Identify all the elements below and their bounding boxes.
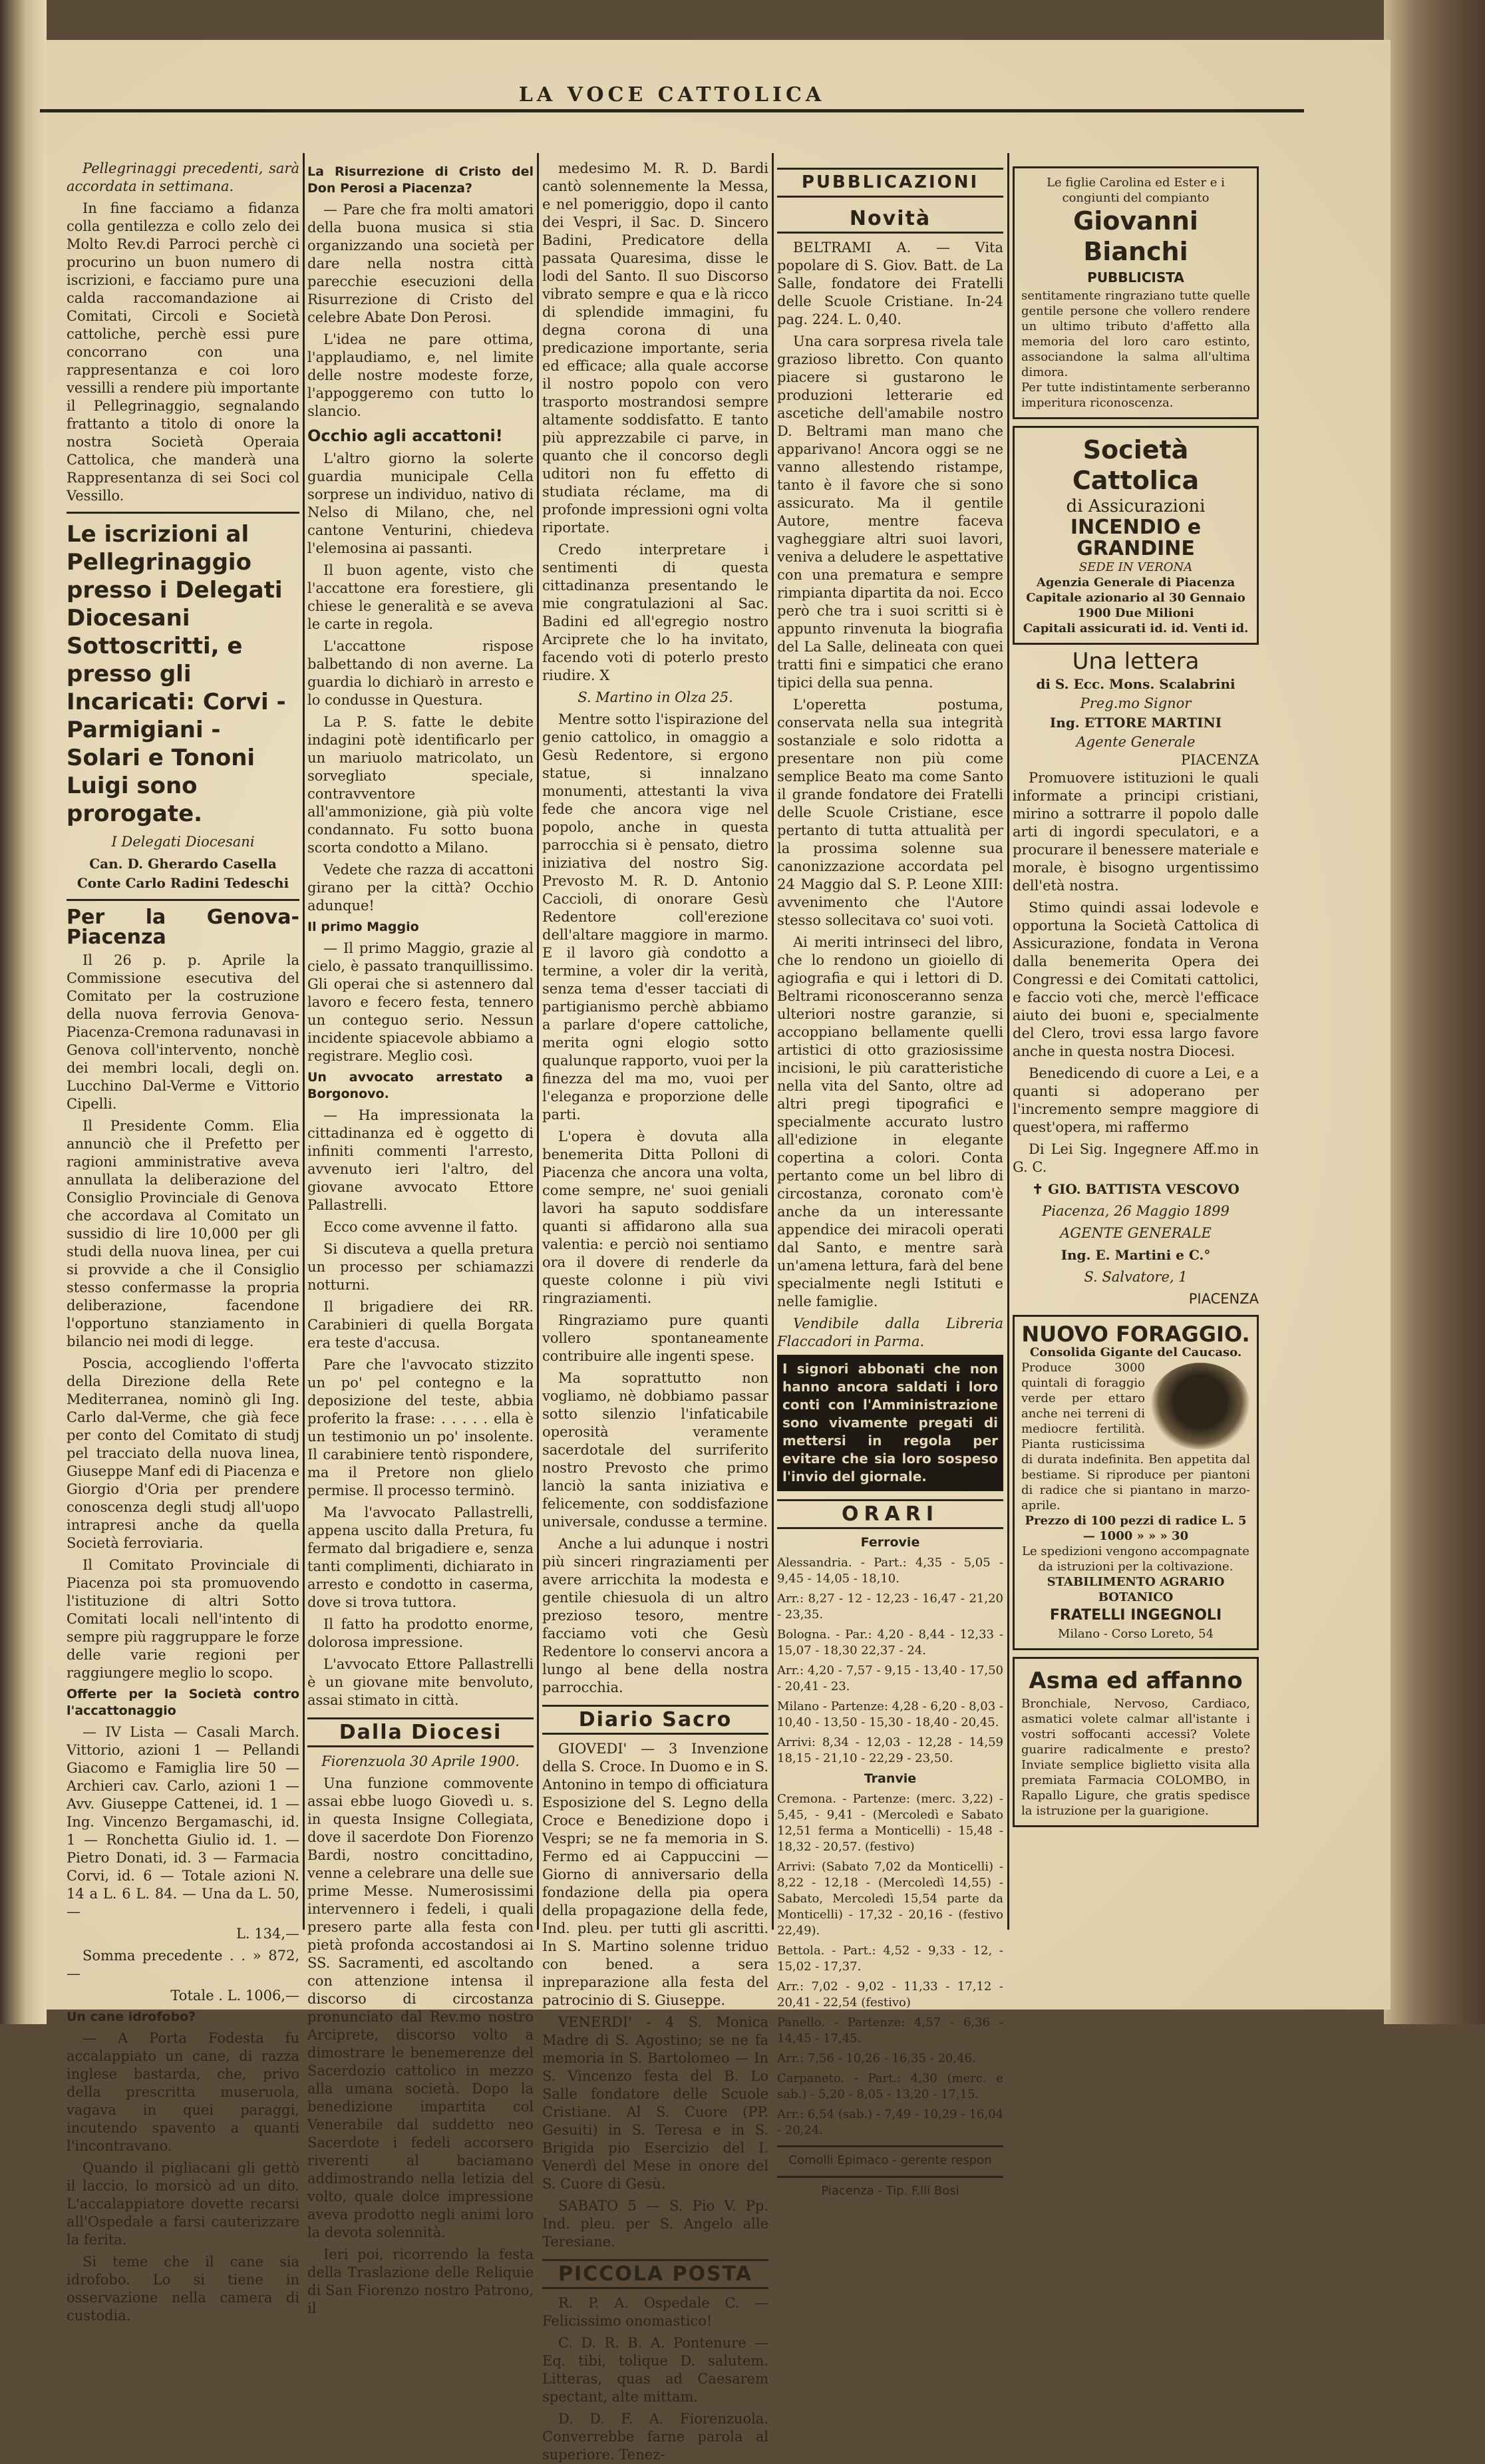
article-text: — Il primo Maggio, grazie al cielo, è passato tranquillissimo. Gli operai che si astennero dal lavoro e fecero festa, tennero un conteguo serio. Nessun incidente spiacevole abbiamo a registrare. Meglio così. bbox=[307, 940, 534, 1064]
timetable-line: Cremona. - Partenze: (merc. 3,22) - 5,45, - 9,41 - (Mercoledì e Sabato 12,51 ferma a Monticelli) - 15,48 - 18,32 - 20,57. (festivo) bbox=[777, 1792, 1003, 1854]
diary-entry: SABATO 5 — S. Pio V. Pp. Ind. pleu. per S. Angelo alle Teresiane. bbox=[542, 2198, 768, 2250]
delegate-signature: Conte Carlo Radini Tedeschi bbox=[77, 875, 289, 891]
ad-foraggio bbox=[1013, 1315, 1259, 1650]
article-text: Una cara sorpresa rivela tale grazioso libretto. Con quanto piacere si gustarono le produzioni letterarie ed ascetiche dell'amabile nostro D. Beltrami man mano che apparivano! Ancora oggi se ne vanno allestendo ristampe, tanto è il favore che si sono assicurato. Ma il gentile Autore, mentre faceva vagheggiare altri suoi lavori, veniva a deludere le aspettative con una prematura e sempre rimpianta dipartita da noi. Ecco però che tra i suoi scritti si è appunto rinvenuta la biografia del La Salle, delineata con quei tratti fini e simpatici che erano tipici della sua penna. bbox=[777, 333, 1003, 691]
masthead-title: LA VOCE CATTOLICA bbox=[518, 83, 826, 106]
sum-line: L. 134,— bbox=[236, 1926, 299, 1942]
column-2 bbox=[307, 160, 534, 2316]
column-rule bbox=[772, 153, 774, 1930]
letter-date: Piacenza, 26 Maggio 1899 bbox=[1042, 1203, 1230, 1219]
timetable-line: Milano - Partenze: 4,28 - 6,20 - 8,03 - 10,40 - 13,50 - 15,30 - 18,40 - 20,45. bbox=[777, 1699, 1003, 1729]
timetable-line: Alessandria. - Part.: 4,35 - 5,05 - 9,45 - 14,05 - 18,10. bbox=[777, 1556, 1003, 1586]
timetable-line: Arr.: 7,56 - 10,26 - 16,35 - 20,46. bbox=[777, 2051, 976, 2065]
diary-entry: GIOVEDI' — 3 Invenzione della S. Croce. In Duomo e in S. Antonino in tempo di officiatura Esposizione del S. Legno della Croce e Benedizione dopo i Vespri; se ne fa memoria in S. Fermo ed ai Cappuccini — Giorno di anniversario della fondazione della pia opera della propagazione della fede, Ind. pleu. per tutti gli ascritti. In S. Martino solenne triduo con bened. a sera inpreparazione alla festa del patrocinio di S. Giuseppe. bbox=[542, 1741, 768, 2008]
masthead bbox=[40, 73, 1304, 112]
timetable-line: Arr.: 6,54 (sab.) - 7,49 - 10,29 - 16,04 - 20,24. bbox=[777, 2107, 1003, 2137]
article-text: L'accattone rispose balbettando di non averne. La guardia lo dichiarò in arresto e lo condusse in Questura. bbox=[307, 638, 534, 708]
article-text: Anche a lui adunque i nostri più sinceri ringraziamenti per avere arricchita la modesta e gentile chiesuola di un altro prezioso tesoro, mentre facciamo voti che Gesù Redentore lo conservi ancora a lungo al bene della nostra parrocchia. bbox=[542, 1536, 768, 1695]
ad-firm-label: STABILIMENTO AGRARIO BOTANICO bbox=[1047, 1575, 1225, 1604]
headline-lettera: Una lettera bbox=[1072, 648, 1200, 675]
book-binding-right bbox=[1384, 0, 1485, 2024]
ad-type: INCENDIO e GRANDINE bbox=[1070, 516, 1202, 560]
ad-text: sentitamente ringraziano tutte quelle gentile persone che vollero rendere un ultimo tributo d'affetto alla memoria del loro caro estinto, associandone la salma all'ultima dimora. bbox=[1021, 289, 1250, 379]
ad-title: Asma ed affanno bbox=[1029, 1668, 1243, 1694]
article-text: Mentre sotto l'ispirazione del genio cattolico, in omaggio a Gesù Redentore, si ergono statue, si innalzano monumenti, attestanti la viva fede che ancora vige nel popolo, anche in questa parrocchia si è pensato, dietro iniziativa del nostro Sig. Prevosto M. R. D. Antonio Caccioli, di onorare Gesù Redentore coll'erezione dell'altare maggiore in marmo. E il lavoro già condotto a termine, a voler dir la verità, senza tema d'esser tacciati di partigianismo perchè abbiamo a parlare d'opere cattoliche, merita ogni elogio sotto qualunque rapporto, vuoi per la finezza del ma mo, vuoi per l'eleganza e proporzione delle parti. bbox=[542, 711, 768, 1123]
letter-from: di S. Ecc. Mons. Scalabrini bbox=[1036, 676, 1236, 692]
article-text: Il Comitato Provinciale di Piacenza poi sta promuovendo l'istituzione di altri Sotto Comitati locali nell'intento di sempre più raggruppare le forze delle varie regioni per raggiungere meglio lo scopo. bbox=[67, 1557, 299, 1681]
ad-note: Le spedizioni vengono accompagnate da istruzioni per la coltivazione. bbox=[1022, 1544, 1249, 1574]
letter-block bbox=[1013, 648, 1259, 769]
article-text: Si discuteva a quella pretura un processo per schiamazzi notturni. bbox=[307, 1241, 534, 1293]
headline-occhio: Occhio agli accattoni! bbox=[307, 427, 503, 445]
letter-recipient: Ing. ETTORE MARTINI bbox=[1049, 715, 1222, 731]
ad-asma bbox=[1013, 1657, 1259, 1827]
delegate-signature: Can. D. Gherardo Casella bbox=[89, 856, 277, 872]
letter-text: Promuovere istituzioni le quali informate a principi cristiani, mirino a sottrarre il popolo dalle arti di ingordi speculatori, e a procurare il benessere materiale e morale, è bisogno urgentissimo dell'età nostra. bbox=[1013, 770, 1259, 894]
ad-role: PUBBLICISTA bbox=[1087, 269, 1184, 285]
ad-text: Le figlie Carolina ed Ester e i congiunti del compianto bbox=[1047, 176, 1225, 205]
timetable-line: Panello. - Partenze: 4,57 - 6,36 - 14,45 - 17,45. bbox=[777, 2016, 1003, 2045]
article-text: Si teme che il cane sia idrofobo. Lo si tiene in osservazione nella camera di custodia. bbox=[67, 2254, 299, 2324]
headline-novita: Novità bbox=[777, 206, 1003, 234]
ad-sub: di Assicurazioni bbox=[1066, 496, 1206, 516]
ad-agency: Agenzia Generale di Piacenza bbox=[1036, 576, 1236, 590]
agent-heading: AGENTE GENERALE bbox=[1060, 1225, 1212, 1241]
ad-sub: Consolida Gigante del Caucaso. bbox=[1029, 1345, 1242, 1359]
plant-illustration-icon bbox=[1150, 1363, 1250, 1449]
article-text: L'idea ne pare ottima, l'applaudiamo, e, nel limite delle nostre modeste forze, l'appoggeremo con tutto lo slancio. bbox=[307, 331, 534, 419]
article-text: Ai meriti intrinseci del libro, che lo rendono un gioiello di agiografia e qui i lettori di D. Beltrami riconosceranno senza ulteriori nostre garanzie, si accoppiano bellamente quelli artistici di otto graziosissime incisioni, le più caratteristiche nella vita del Santo, oltre ad altri pregi tipografici e specialmente accurato lustro all'edizione in elegante copertina a colori. Conta pertanto come un bel libro di circostanza, coronato com'è anche da un interessante appendice dei miracoli operati dal Santo, e mentre sarà un'amena lettura, farà del bene specialmente negli Istituti e nelle famiglie. bbox=[777, 934, 1003, 1310]
ad-price: Prezzo di 100 pezzi di radice L. 5 — 1000 » » » 30 bbox=[1025, 1514, 1247, 1543]
letter-text: Di Lei Sig. Ingegnere Aff.mo in G. C. bbox=[1013, 1141, 1259, 1175]
ad-seat: SEDE IN VERONA bbox=[1078, 560, 1193, 574]
ad-name: Giovanni Bianchi bbox=[1073, 206, 1198, 266]
gerente-line: Comolli Epimaco - gerente respon bbox=[777, 2145, 1003, 2169]
article-text: — Pare che fra molti amatori della buona musica si stia organizzando una società per dare nella nostra città parecchie esecuzioni della Risurrezione di Cristo del celebre Abate Don Perosi. bbox=[307, 202, 534, 325]
letter-greeting: Preg.mo Signor bbox=[1080, 695, 1192, 711]
divider bbox=[67, 899, 299, 901]
timetable-line: Bettola. - Part.: 4,52 - 9,33 - 12, - 15,02 - 17,37. bbox=[777, 1944, 1003, 1974]
article-text: Credo interpretare i sentimenti di questa cittadinanza presentando le mie congratulazioni al Sac. Badini ed all'egregio nostro Arciprete che lo ha invitato, facendo voti di poterlo presto riudire. X bbox=[542, 542, 768, 683]
letter-text: Benedicendo di cuore a Lei, e a quanti si adoperano per l'incremento sempre maggiore di quest'opera, mi raffermo bbox=[1013, 1065, 1259, 1135]
divider bbox=[67, 512, 299, 514]
article-text: Vedete che razza di accattoni girano per la città? Occhio adunque! bbox=[307, 862, 534, 914]
article-text: Il brigadiere dei RR. Carabinieri di quella Borgata era teste d'accusa. bbox=[307, 1299, 534, 1351]
headline-posta: PICCOLA POSTA bbox=[542, 2259, 768, 2289]
article-text: L'altro giorno la solerte guardia municipale Cella sorprese un individuo, nativo di Nelso di Milano, che, nel cantone Venturini, chiedeva l'elemosina ai passanti. bbox=[307, 450, 534, 556]
article-text: Pare che l'avvocato stizzito un po' pel contegno e la deposizione del teste, abbia proferito la frase: . . . . . ella è un testimonio un po' insolente. Il carabiniere tentò rispondere, ma il Pretore non glielo permise. Il processo terminò. bbox=[307, 1357, 534, 1498]
column-rule bbox=[1007, 153, 1009, 1930]
article-text: Poscia, accogliendo l'offerta della Direzione della Rete Mediterranea, nominò gli Ing. Carlo dal-Verme, che già fece per conto del Comitato di studj pel tracciato della nuova linea, Giuseppe Manf edi di Piacenza e Giorgio d'Oria per prendere conoscenza degli studj all'uopo intrapresi anche da quella Società ferroviaria. bbox=[67, 1355, 299, 1551]
column-1 bbox=[67, 160, 299, 2324]
headline-tranvie: Tranvie bbox=[864, 1771, 917, 1786]
headline-avvocato: Un avvocato arrestato a Borgonovo. bbox=[307, 1070, 534, 1101]
agent-city: PIACENZA bbox=[1188, 1291, 1259, 1307]
mail-entry: R. P. A. Ospedale C. — Felicissimo onomastico! bbox=[542, 2295, 768, 2329]
article-text: medesimo M. R. D. Bardi cantò solennemente la Messa, e nel pomeriggio, dopo il canto dei Vespri, il Sac. D. Sincero Badini, Predicatore della passata Quaresima, disse le lodi del Santo. Il suo Discorso vibrato sempre e qua e là ricco di splendide immagini, fu degna corona di una predicazione importante, seria ed efficace; alla quale accorse il nostro popolo con vero trasporto mostrandosi sempre altamente soddisfatto. E tanto più apprezzabile ci parve, in quanto che il concorso degli uditori non fu effetto di studiata réclame, ma di profonde impressioni ogni volta riportate. bbox=[542, 160, 768, 536]
ad-title: NUOVO FORAGGIO. bbox=[1021, 1321, 1250, 1347]
sum-line: Somma precedente . . » 872,— bbox=[67, 1948, 299, 1982]
mail-entry: C. D. R. B. A. Pontenure — Eq. tibi, tolique D. salutem. Litteras, quas ad Caesarem spectant, alte mittam. bbox=[542, 2335, 768, 2405]
timetable-line: Arrivi: (Sabato 7,02 da Monticelli) - 8,22 - 12,18 - (Mercoledì 14,55) - Sabato, Mercoledì 15,54 parte da Monticelli) - 17,32 - 20,16 - (festivo 22,49). bbox=[777, 1860, 1003, 1938]
article-text: L'opera è dovuta alla benemerita Ditta Polloni di Piacenza che ancora una volta, come sempre, ne' suoi geniali lavori ha saputo soddisfare quanti si affidarono alla sua valentia: e perciò noi sentiamo ora il dovere di renderle da queste colonne i più vivi ringraziamenti. bbox=[542, 1129, 768, 1306]
headline-maggio: Il primo Maggio bbox=[307, 920, 419, 934]
article-text: Il fatto ha prodotto enorme, dolorosa impressione. bbox=[307, 1616, 534, 1650]
column-4 bbox=[777, 160, 1003, 2198]
dateline: Fiorenzuola 30 Aprile 1900. bbox=[321, 1753, 520, 1769]
headline-pubblicazioni: PUBBLICAZIONI bbox=[777, 168, 1003, 198]
article-text: Ma soprattutto non vogliamo, nè dobbiamo passar sotto silenzio l'infaticabile operosità veramente sacerdotale del surriferito nostro Prevosto che primo lanciò la santa iniziativa e felicemente, con soddisfazione universale, condusse a termine. bbox=[542, 1370, 768, 1530]
ad-text: Bronchiale, Nervoso, Cardiaco, asmatici volete calmar all'istante i vostri soffocanti accessi? Volete guarire radicalmente e presto? Inviate semplice biglietto visita alla premiata Farmacia COLOMBO, in Rapallo Ligure, che gratis spedisce la istruzione per la guarigione. bbox=[1021, 1697, 1250, 1818]
column-rule bbox=[537, 153, 539, 1930]
timetable-line: Arr.: 7,02 - 9,02 - 11,33 - 17,12 - 20,41 - 22,54 (festivo) bbox=[777, 1980, 1003, 2010]
timetable-line: Arr.: 8,27 - 12 - 12,23 - 16,47 - 21,20 - 23,35. bbox=[777, 1592, 1003, 1622]
article-text: Il Presidente Comm. Elia annunciò che il Prefetto per ragioni amministrative aveva annullata la deliberazione del Consiglio Provinciale di Genova che accordava al Comitato un sussidio di lire 10,000 per gli studi della nuova linea, per cui si provvide a che il Consiglio stesso confermasse la propria deliberazione, facendone l'opportuno stanziamento in bilancio nei modi di legge. bbox=[67, 1118, 299, 1349]
column-5 bbox=[1013, 160, 1259, 1923]
ad-ringraziamento bbox=[1013, 166, 1259, 419]
headline-cane: Un cane idrofobo? bbox=[67, 2010, 196, 2024]
headline-ferrovie: Ferrovie bbox=[860, 1535, 920, 1550]
column-3 bbox=[542, 160, 768, 2463]
article-text: La P. S. fatte le debite indagini potè identificarlo per un mariuolo matricolato, un sorvegliato speciale, contravventore all'ammonizione, già più volte condannato. Fu sotto buona scorta condotto a Milano. bbox=[307, 714, 534, 856]
ad-societa-cattolica bbox=[1013, 426, 1259, 645]
headline-diocesi: Dalla Diocesi bbox=[307, 1717, 534, 1747]
notice-headline: Le iscrizioni al Pellegrinaggio presso i Delegati Diocesani Sottoscritti, e presso gli Incaricati: Corvi - Parmigiani - Solari e Tononi Luigi sono prorogate. bbox=[67, 521, 286, 827]
printer-line: Piacenza - Tip. F.lli Bosi bbox=[777, 2176, 1003, 2200]
headline-offerte: Offerte per la Società contro l'accattonaggio bbox=[67, 1687, 299, 1718]
agent-address: S. Salvatore, 1 bbox=[1084, 1269, 1188, 1285]
article-text: — Ha impressionata la cittadinanza ed è oggetto di infiniti commenti l'arresto, avvenuto ieri l'altro, del giovane avvocato Ettore Pallastrelli. bbox=[307, 1107, 534, 1213]
letter-text: Stimo quindi assai lodevole e opportuna la Società Cattolica di Assicurazione, fondata in Verona dalla benemerita Opera dei Congressi e dei Comitati cattolici, e faccio voti che, mercè l'efficace aiuto dei buoni e, specialmente del Clero, trovi essa largo favore anche in questa nostra Diocesi. bbox=[1013, 900, 1259, 1059]
article-text: Vendibile dalla Libreria Flaccadori in Parma. bbox=[777, 1316, 1003, 1349]
headline-orari: ORARI bbox=[777, 1499, 1003, 1529]
article-text: Il 26 p. p. Aprile la Commissione esecutiva del Comitato per la costruzione della nuova ferrovia Genova-Piacenza-Cremona radunavasi in Genova coll'intervento, nonchè dei membri locali, degli on. Lucchino Dal-Verme e Vittorio Cipelli. bbox=[67, 952, 299, 1112]
article-text: Ieri poi, ricorrendo la festa della Traslazione delle Reliquie di San Fiorenzo nostro Patrono, il bbox=[307, 2246, 534, 2316]
timetable-line: Arrivi: 8,34 - 12,03 - 12,28 - 14,59 18,15 - 21,10 - 22,29 - 23,50. bbox=[777, 1735, 1003, 1765]
article-text: — A Porta Fodesta fu accalappiato un cane, di razza inglese bastarda, che, privo della prescritta museruola, vagava in quei paraggi, incutendo spavento a quanti l'incontravano. bbox=[67, 2030, 299, 2154]
headline-perosi: La Risurrezione di Cristo del Don Perosi a Piacenza? bbox=[307, 164, 534, 196]
diary-entry: VENERDI' - 4 S. Monica Madre di S. Agostino; se ne fa memoria in S. Bartolomeo — In S. Vincenzo festa del B. Lo Salle fondatore delle Scuole Cristiane. Al S. Cuore (PP. Gesuiti) in S. Teresa e in S. Brigida pio Esercizio del I. Venerdì del Mese in onore del S. Cuore di Gesù. bbox=[542, 2014, 768, 2192]
timetable-line: Carpaneto. - Part.: 4,30 (merc. e sab.) - 5,20 - 8,05 - 13,20 - 17,15. bbox=[777, 2071, 1003, 2101]
timetable-line: Bologna. - Par.: 4,20 - 8,44 - 12,33 - 15,07 - 18,30 22,37 - 24. bbox=[777, 1628, 1003, 1658]
ad-firm: FRATELLI INGEGNOLI bbox=[1049, 1607, 1222, 1624]
article-text: Ma l'avvocato Pallastrelli, appena uscito dalla Pretura, fu fermato dal brigadiere e, senza tanti complimenti, dichiarato in arresto e condotto in caserma, dove si trova tuttora. bbox=[307, 1504, 534, 1610]
article-text: L'avvocato Ettore Pallastrelli è un giovane mite benvoluto, assai stimato in città. bbox=[307, 1656, 534, 1708]
article-text: — IV Lista — Casali March. Vittorio, azioni 1 — Pellandi Giacomo e Famiglia lire 50 — Archieri cav. Carlo, azioni 1 — Avv. Giuseppe Cattenei, id. 1 — Ing. Vincenzo Bergamaschi, id. 1 — Ronchetta Giulio id. 1. — Pietro Donati, id. 3 — Farmacia Corvi, id. 6 — Totale azioni N. 14 a L. 6 L. 84. — Una da L. 50,— bbox=[67, 1724, 299, 1920]
article-text: L'operetta postuma, conservata nella sua integrità sostanziale e solo ridotta a presentare non più come semplice Beato ma come Santo il grande fondatore dei Fratelli delle Scuole Cristiane, esce pertanto di tutta attualità per la prossima solenne sua canonizzazione accordata pel 24 Maggio dal S. P. Leone XIII: avvenimento che l'Autore stesso sollecitava co' suoi voti. bbox=[777, 697, 1003, 928]
sum-line: Totale . L. 1006,— bbox=[170, 1988, 299, 2004]
ad-address: Milano - Corso Loreto, 54 bbox=[1057, 1627, 1214, 1641]
timetable-line: Arr.: 4,20 - 7,57 - 9,15 - 13,40 - 17,50 - 20,41 - 23. bbox=[777, 1664, 1003, 1693]
article-text: Ringraziamo pure quanti vollero spontaneamente contribuire alle ingenti spese. bbox=[542, 1312, 768, 1364]
ad-text: Per tutte indistintamente serberanno imperitura riconoscenza. bbox=[1021, 381, 1250, 410]
ad-capital: Capitale azionario al 30 Gennaio 1900 Due Milioni bbox=[1026, 591, 1245, 620]
article-text: Pellegrinaggi precedenti, sarà accordata in settimana. bbox=[67, 160, 299, 194]
subscribers-notice: I signori abbonati che non hanno ancora saldati i loro conti con l'Amministrazione sono vivamente pregati di mettersi in regola per evitare che sia loro sospeso l'invio del giornale. bbox=[777, 1355, 1003, 1491]
ad-text: Produce 3000 quintali di foraggio verde per ettaro anche nei terreni di mediocre fertilità. Pianta rusticissima di durata indefinita. Ben appetita dal bestiame. Si riproduce per piantoni di radice che si piantano in marzo-aprile. bbox=[1021, 1361, 1250, 1512]
dateline: S. Martino in Olza 25. bbox=[578, 689, 733, 705]
agent-name: Ing. E. Martini e C.° bbox=[1061, 1247, 1211, 1263]
article-text: Il buon agente, visto che l'accattone era forestiere, gli chiese le generalità e se aveva le carte in regola. bbox=[307, 562, 534, 632]
letter-signature: ✝ GIO. BATTISTA VESCOVO bbox=[1032, 1181, 1239, 1197]
letter-city: PIACENZA bbox=[1180, 752, 1259, 768]
column-rule bbox=[303, 153, 305, 1930]
article-text: Quando il pigliacani gli gettò il laccio, lo morsicò ad un dito. L'accalappiatore dovette recarsi all'Ospedale a farsi cauterizzare la ferita. bbox=[67, 2160, 299, 2248]
ad-name: Società Cattolica bbox=[1072, 435, 1200, 495]
ad-capital: Capitali assicurati id. id. Venti id. bbox=[1023, 621, 1249, 635]
letter-role: Agente Generale bbox=[1076, 734, 1196, 750]
headline-diario: Diario Sacro bbox=[542, 1705, 768, 1735]
article-text: Una funzione commovente assai ebbe luogo Giovedì u. s. in questa Insigne Collegiata, dove il sacerdote Don Fiorenzo Bardi, nostro concittadino, venne a celebrare una delle sue prime Messe. Numerosissimi intervennero i fedeli, i quali presero parte alla festa con pietà profonda accostandosi ai SS. Sacramenti, ed ascoltando con attenzione intensa il discorso di circostanza pronunciato dal Rev.mo nostro Arciprete, discorso volto a dimostrare le benemerenze del Sacerdozio cattolico in mezzo alla umana società. Dopo la benedizione impartita col Venerabile dal suddetto neo Sacerdote i fedeli accorsero riverenti al baciamano addimostrando nella letizia del volto, quale dolce impressione aveva prodotto negli animi loro la devota solennità. bbox=[307, 1775, 534, 2240]
delegates-label: I Delegati Diocesani bbox=[111, 834, 255, 850]
article-text: BELTRAMI A. — Vita popolare di S. Giov. Batt. de La Salle, fondatore dei Fratelli delle Scuole Cristiane. In-24 pag. 224. L. 0,40. bbox=[777, 240, 1003, 327]
mail-entry: D. D. F. A. Fiorenzuola. Converrebbe farne parola al superiore. Tenez- bbox=[542, 2411, 768, 2463]
book-binding-left bbox=[0, 0, 47, 2024]
article-text: In fine facciamo a fidanza colla gentilezza e collo zelo dei Molto Rev.di Parroci perchè ci procurino un buon numero di iscrizioni, e facciamo pure una calda raccomandazione ai Comitati, Circoli e Società cattoliche, perchè essi pure concorrano con una rappresentanza e coi loro vessilli a rendere più importante il Pellegrinaggio, segnalando frattanto a titolo di onore la nostra Società Operaia Cattolica, che manderà una Rappresentanza di sei Soci col Vessillo. bbox=[67, 200, 299, 504]
headline-genova: Per la Genova-Piacenza bbox=[67, 906, 299, 949]
article-text: Ecco come avvenne il fatto. bbox=[323, 1219, 518, 1235]
